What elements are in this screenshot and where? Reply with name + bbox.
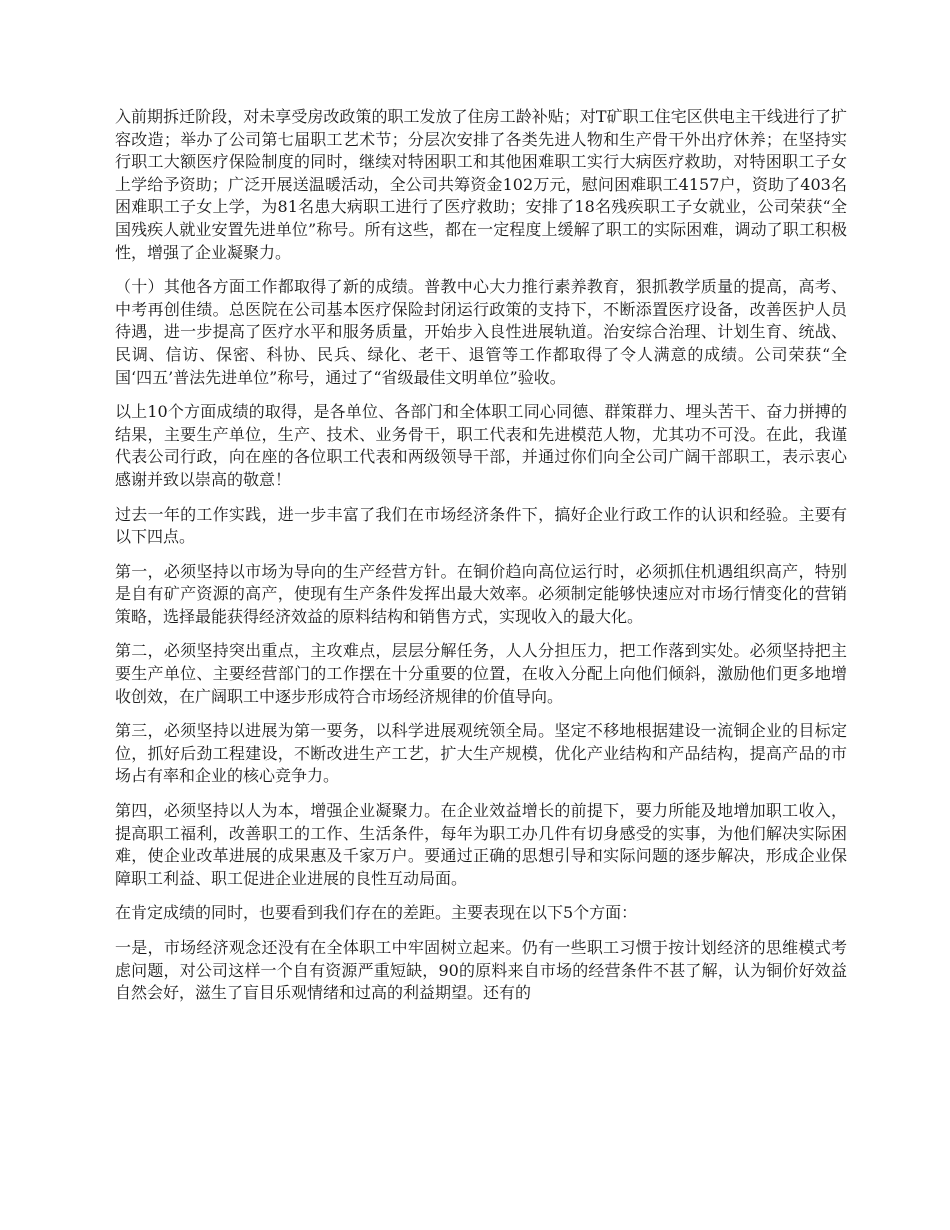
paragraph-experience-intro: 过去一年的工作实践，进一步丰富了我们在市场经济条件下，搞好企业行政工作的认识和经验。主要有以下四点。 (115, 504, 847, 547)
paragraph-other-achievements: （十）其他各方面工作都取得了新的成绩。普教中心大力推行素养教育，狠抓教学质量的提高，高考、中考再创佳绩。总医院在公司基本医疗保险封闭运行政策的支持下，不断添置医疗设备，改善医护人员待遇，进一步提高了医疗水平和服务质量，开始步入良性进展轨道。治安综合治理、计划生育、统战、民调、信访、保密、科协、民兵、绿化、老干、退管等工作都取得了令人满意的成绩。公司荣获“全国‘四五’普法先进单位”称号，通过了“省级最佳文明单位”验收。 (115, 277, 847, 387)
document-page (115, 106, 847, 1017)
paragraph-point-three: 第三，必须坚持以进展为第一要务，以科学进展观统领全局。坚定不移地根据建设一流铜企业的目标定位，抓好后劲工程建设，不断改进生产工艺，扩大生产规模，优化产业结构和产品结构，提高产品的市场占有率和企业的核心竞争力。 (115, 721, 847, 786)
paragraph-gap-one: 一是，市场经济观念还没有在全体职工中牢固树立起来。仍有一些职工习惯于按计划经济的思维模式考虑问题，对公司这样一个自有资源严重短缺，90的原料来自市场的经营条件不甚了解，认为铜价好效益自然会好，滋生了盲目乐观情绪和过高的利益期望。还有的 (115, 938, 847, 1003)
paragraph-point-one: 第一，必须坚持以市场为导向的生产经营方针。在铜价趋向高位运行时，必须抓住机遇组织高产，特别是自有矿产资源的高产，使现有生产条件发挥出最大效率。必须制定能够快速应对市场行情变化的营销策略，选择最能获得经济效益的原料结构和销售方式，实现收入的最大化。 (115, 561, 847, 626)
paragraph-acknowledgement: 以上10个方面成绩的取得，是各单位、各部门和全体职工同心同德、群策群力、埋头苦干、奋力拼搏的结果，主要生产单位，生产、技术、业务骨干，职工代表和先进模范人物，尤其功不可没。在此，我谨代表公司行政，向在座的各位职工代表和两级领导干部，并通过你们向全公司广阔干部职工，表示衷心感谢并致以崇高的敬意！ (115, 402, 847, 489)
paragraph-gaps-intro: 在肯定成绩的同时，也要看到我们存在的差距。主要表现在以下5个方面： (115, 903, 638, 923)
paragraph-point-two: 第二，必须坚持突出重点，主攻难点，层层分解任务，人人分担压力，把工作落到实处。必须坚持把主要生产单位、主要经营部门的工作摆在十分重要的位置，在收入分配上向他们倾斜，激励他们更多地增收创效，在广阔职工中逐步形成符合市场经济规律的价值导向。 (115, 641, 847, 706)
paragraph-point-four: 第四，必须坚持以人为本，增强企业凝聚力。在企业效益增长的前提下，要力所能及地增加职工收入，提高职工福利，改善职工的工作、生活条件，每年为职工办几件有切身感受的实事，为他们解决实际困难，使企业改革进展的成果惠及千家万户。要通过正确的思想引导和实际问题的逐步解决，形成企业保障职工利益、职工促进企业进展的良性互动局面。 (115, 801, 847, 888)
paragraph-employee-welfare: 入前期拆迁阶段，对未享受房改政策的职工发放了住房工龄补贴；对T矿职工住宅区供电主干线进行了扩容改造；举办了公司第七届职工艺术节；分层次安排了各类先进人物和生产骨干外出疗休养；在坚持实行职工大额医疗保险制度的同时，继续对特困职工和其他困难职工实行大病医疗救助，对特困职工子女上学给予资助；广泛开展送温暖活动，全公司共筹资金102万元，慰问困难职工4157户，资助了403名困难职工子女上学，为81名患大病职工进行了医疗救助；安排了18名残疾职工子女就业，公司荣获“全国残疾人就业安置先进单位”称号。所有这些，都在一定程度上缓解了职工的实际困难，调动了职工积极性，增强了企业凝聚力。 (115, 107, 847, 262)
